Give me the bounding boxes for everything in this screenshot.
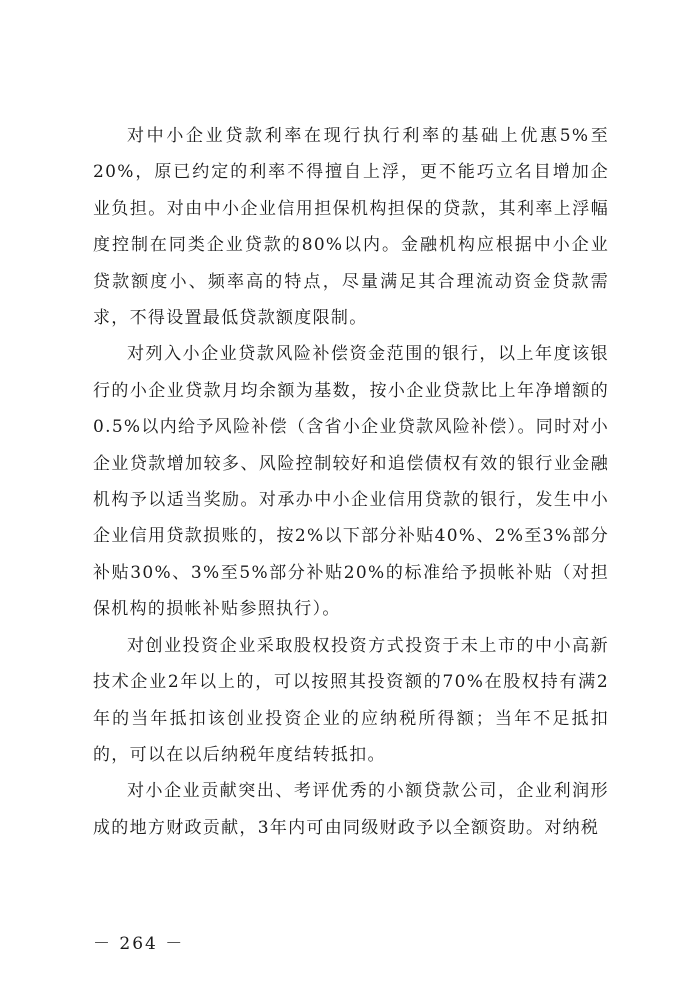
paragraph-interest-rate: 对中小企业贷款利率在现行执行利率的基础上优惠5%至20%，原已约定的利率不得擅自上浮，更不能巧立名目增加企业负担。对由中小企业信用担保机构担保的贷款，其利率上浮幅度控制在同类企业贷款的80%以内。金融机构应根据中小企业贷款额度小、频率高的特点，尽量满足其合理流动资金贷款需求，不得设置最低贷款额度限制。 [93, 126, 609, 329]
paragraph-microloan-companies: 对小企业贡献突出、考评优秀的小额贷款公司，企业利润形成的地方财政贡献，3年内可由同级财政予以全额资助。对纳税 [93, 781, 609, 838]
paragraph-risk-compensation: 对列入小企业贷款风险补偿资金范围的银行，以上年度该银行的小企业贷款月均余额为基数，按小企业贷款比上年净增额的0.5%以内给予风险补偿（含省小企业贷款风险补偿）。同时对小企业贷款增加较多、风险控制较好和追偿债权有效的银行业金融机构予以适当奖励。对承办中小企业信用贷款的银行，发生中小企业信用贷款损账的，按2%以下部分补贴40%、2%至3%部分补贴30%、3%至5%部分补贴20%的标准给予损帐补贴（对担保机构的损帐补贴参照执行）。 [93, 344, 609, 620]
paragraph-venture-investment: 对创业投资企业采取股权投资方式投资于未上市的中小高新技术企业2年以上的，可以按照其投资额的70%在股权持有满2年的当年抵扣该创业投资企业的应纳税所得额；当年不足抵扣的，可以在以后纳税年度结转抵扣。 [93, 635, 609, 765]
page-number: － 264 － [93, 934, 185, 954]
page-body [93, 118, 609, 846]
